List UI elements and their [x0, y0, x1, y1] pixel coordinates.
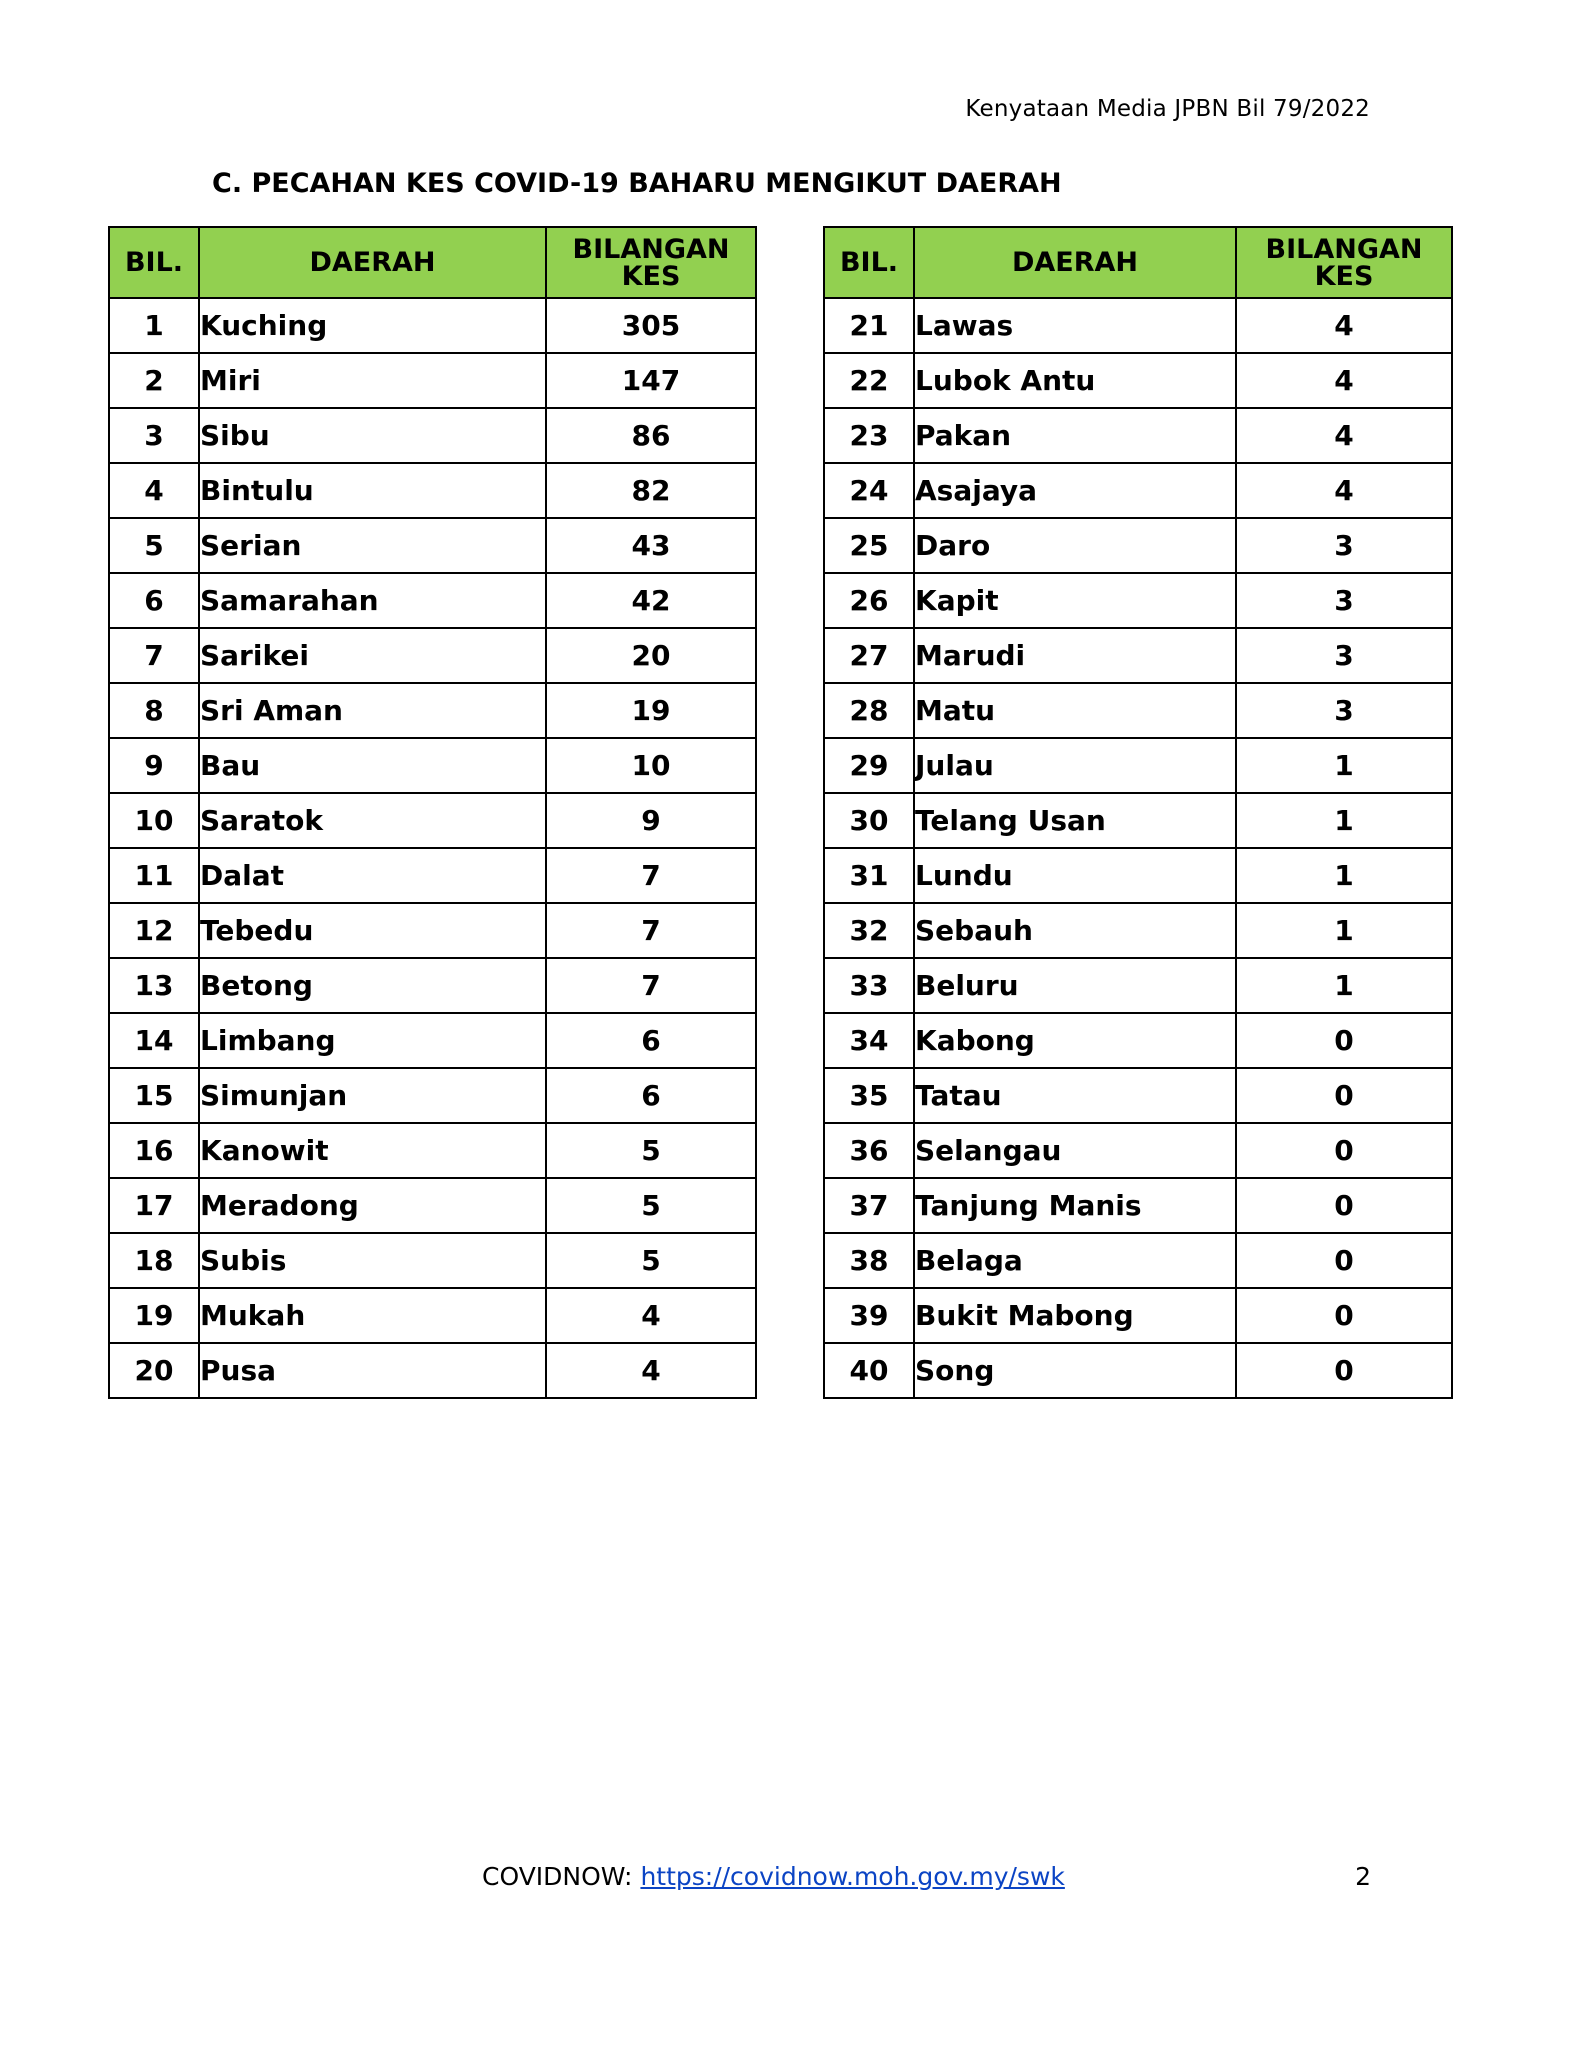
- kes-cell: 7: [546, 848, 756, 903]
- bil-cell: 6: [109, 573, 199, 628]
- daerah-cell: Mukah: [199, 1288, 546, 1343]
- bil-cell: 32: [824, 903, 914, 958]
- table-row: [109, 573, 756, 628]
- table-row: [109, 1123, 756, 1178]
- bil-cell: 33: [824, 958, 914, 1013]
- kes-cell: 4: [546, 1288, 756, 1343]
- daerah-cell: Asajaya: [914, 463, 1236, 518]
- bil-cell: 21: [824, 298, 914, 353]
- table-row: [109, 683, 756, 738]
- table-row: [824, 1068, 1452, 1123]
- kes-cell: 9: [546, 793, 756, 848]
- bil-cell: 7: [109, 628, 199, 683]
- table-row: [824, 408, 1452, 463]
- daerah-cell: Lubok Antu: [914, 353, 1236, 408]
- bil-cell: 2: [109, 353, 199, 408]
- bil-cell: 36: [824, 1123, 914, 1178]
- table-row: [109, 848, 756, 903]
- daerah-cell: Sarikei: [199, 628, 546, 683]
- kes-cell: 0: [1236, 1068, 1452, 1123]
- daerah-cell: Kapit: [914, 573, 1236, 628]
- daerah-cell: Belaga: [914, 1233, 1236, 1288]
- kes-cell: 7: [546, 958, 756, 1013]
- daerah-cell: Daro: [914, 518, 1236, 573]
- daerah-cell: Serian: [199, 518, 546, 573]
- kes-cell: 42: [546, 573, 756, 628]
- header-daerah: DAERAH: [199, 227, 546, 298]
- kes-cell: 0: [1236, 1343, 1452, 1398]
- table-row: [109, 1233, 756, 1288]
- daerah-cell: Limbang: [199, 1013, 546, 1068]
- daerah-cell: Selangau: [914, 1123, 1236, 1178]
- bil-cell: 16: [109, 1123, 199, 1178]
- kes-cell: 0: [1236, 1288, 1452, 1343]
- daerah-cell: Sibu: [199, 408, 546, 463]
- bil-cell: 35: [824, 1068, 914, 1123]
- table-row: [109, 1068, 756, 1123]
- bil-cell: 40: [824, 1343, 914, 1398]
- kes-cell: 6: [546, 1013, 756, 1068]
- kes-cell: 147: [546, 353, 756, 408]
- header-bilangan-kes: BILANGAN KES: [1236, 227, 1452, 298]
- table-row: [109, 408, 756, 463]
- daerah-cell: Song: [914, 1343, 1236, 1398]
- table-row: [109, 793, 756, 848]
- table-row: [824, 298, 1452, 353]
- bil-cell: 18: [109, 1233, 199, 1288]
- table-row: [824, 518, 1452, 573]
- bil-cell: 29: [824, 738, 914, 793]
- kes-cell: 7: [546, 903, 756, 958]
- daerah-cell: Sebauh: [914, 903, 1236, 958]
- table-row: [824, 958, 1452, 1013]
- bil-cell: 30: [824, 793, 914, 848]
- kes-cell: 10: [546, 738, 756, 793]
- bil-cell: 28: [824, 683, 914, 738]
- daerah-cell: Lawas: [914, 298, 1236, 353]
- table-row: [109, 1013, 756, 1068]
- kes-cell: 4: [1236, 298, 1452, 353]
- table-row: [109, 1343, 756, 1398]
- table-header-row: [109, 227, 756, 298]
- daerah-cell: Tebedu: [199, 903, 546, 958]
- table-row: [109, 518, 756, 573]
- daerah-cell: Telang Usan: [914, 793, 1236, 848]
- kes-cell: 0: [1236, 1233, 1452, 1288]
- table-row: [824, 1123, 1452, 1178]
- table-row: [824, 353, 1452, 408]
- table-row: [824, 683, 1452, 738]
- kes-cell: 305: [546, 298, 756, 353]
- kes-cell: 6: [546, 1068, 756, 1123]
- bil-cell: 26: [824, 573, 914, 628]
- daerah-cell: Kabong: [914, 1013, 1236, 1068]
- footer-label: COVIDNOW:: [482, 1862, 641, 1891]
- bil-cell: 27: [824, 628, 914, 683]
- daerah-cell: Betong: [199, 958, 546, 1013]
- kes-cell: 20: [546, 628, 756, 683]
- bil-cell: 1: [109, 298, 199, 353]
- table-row: [109, 628, 756, 683]
- kes-cell: 19: [546, 683, 756, 738]
- table-row: [109, 958, 756, 1013]
- table-row: [109, 738, 756, 793]
- kes-cell: 86: [546, 408, 756, 463]
- daerah-cell: Matu: [914, 683, 1236, 738]
- table-row: [824, 573, 1452, 628]
- kes-cell: 3: [1236, 573, 1452, 628]
- daerah-cell: Tatau: [914, 1068, 1236, 1123]
- table-row: [824, 628, 1452, 683]
- daerah-cell: Miri: [199, 353, 546, 408]
- daerah-cell: Kanowit: [199, 1123, 546, 1178]
- daerah-cell: Lundu: [914, 848, 1236, 903]
- bil-cell: 17: [109, 1178, 199, 1233]
- daerah-cell: Kuching: [199, 298, 546, 353]
- kes-cell: 5: [546, 1178, 756, 1233]
- kes-cell: 4: [546, 1343, 756, 1398]
- bil-cell: 3: [109, 408, 199, 463]
- daerah-cell: Bukit Mabong: [914, 1288, 1236, 1343]
- table-row: [109, 903, 756, 958]
- kes-cell: 0: [1236, 1123, 1452, 1178]
- bil-cell: 9: [109, 738, 199, 793]
- bil-cell: 37: [824, 1178, 914, 1233]
- kes-cell: 5: [546, 1123, 756, 1178]
- daerah-cell: Pakan: [914, 408, 1236, 463]
- kes-cell: 3: [1236, 518, 1452, 573]
- bil-cell: 13: [109, 958, 199, 1013]
- kes-cell: 0: [1236, 1013, 1452, 1068]
- bil-cell: 20: [109, 1343, 199, 1398]
- bil-cell: 14: [109, 1013, 199, 1068]
- bil-cell: 31: [824, 848, 914, 903]
- bil-cell: 11: [109, 848, 199, 903]
- page-number: 2: [1355, 1862, 1371, 1891]
- table-row: [824, 738, 1452, 793]
- document-reference: Kenyataan Media JPBN Bil 79/2022: [965, 96, 1370, 122]
- kes-cell: 4: [1236, 353, 1452, 408]
- daerah-cell: Pusa: [199, 1343, 546, 1398]
- table-row: [109, 1178, 756, 1233]
- bil-cell: 25: [824, 518, 914, 573]
- bil-cell: 34: [824, 1013, 914, 1068]
- daerah-cell: Meradong: [199, 1178, 546, 1233]
- bil-cell: 22: [824, 353, 914, 408]
- daerah-cell: Samarahan: [199, 573, 546, 628]
- header-bilangan-kes: BILANGAN KES: [546, 227, 756, 298]
- bil-cell: 10: [109, 793, 199, 848]
- kes-cell: 3: [1236, 683, 1452, 738]
- table-row: [824, 1178, 1452, 1233]
- kes-cell: 1: [1236, 793, 1452, 848]
- kes-cell: 5: [546, 1233, 756, 1288]
- daerah-cell: Dalat: [199, 848, 546, 903]
- bil-cell: 15: [109, 1068, 199, 1123]
- daerah-cell: Sri Aman: [199, 683, 546, 738]
- bil-cell: 38: [824, 1233, 914, 1288]
- cases-table-right: [823, 226, 1453, 1399]
- table-row: [824, 1343, 1452, 1398]
- bil-cell: 8: [109, 683, 199, 738]
- daerah-cell: Julau: [914, 738, 1236, 793]
- header-bil: BIL.: [109, 227, 199, 298]
- table-row: [824, 1013, 1452, 1068]
- section-title: C. PECAHAN KES COVID-19 BAHARU MENGIKUT DAERAH: [212, 168, 1062, 199]
- bil-cell: 19: [109, 1288, 199, 1343]
- covidnow-link[interactable]: https://covidnow.moh.gov.my/swk: [640, 1862, 1065, 1891]
- table-row: [824, 1288, 1452, 1343]
- daerah-cell: Saratok: [199, 793, 546, 848]
- daerah-cell: Tanjung Manis: [914, 1178, 1236, 1233]
- bil-cell: 39: [824, 1288, 914, 1343]
- header-bil: BIL.: [824, 227, 914, 298]
- kes-cell: 1: [1236, 903, 1452, 958]
- table-header-row: [824, 227, 1452, 298]
- kes-cell: 1: [1236, 738, 1452, 793]
- table-row: [824, 463, 1452, 518]
- daerah-cell: Marudi: [914, 628, 1236, 683]
- table-row: [109, 353, 756, 408]
- daerah-cell: Bintulu: [199, 463, 546, 518]
- kes-cell: 4: [1236, 463, 1452, 518]
- bil-cell: 5: [109, 518, 199, 573]
- bil-cell: 24: [824, 463, 914, 518]
- kes-cell: 0: [1236, 1178, 1452, 1233]
- daerah-cell: Bau: [199, 738, 546, 793]
- daerah-cell: Beluru: [914, 958, 1236, 1013]
- kes-cell: 82: [546, 463, 756, 518]
- kes-cell: 4: [1236, 408, 1452, 463]
- kes-cell: 3: [1236, 628, 1452, 683]
- table-row: [109, 463, 756, 518]
- table-row: [824, 1233, 1452, 1288]
- bil-cell: 4: [109, 463, 199, 518]
- table-row: [109, 298, 756, 353]
- kes-cell: 43: [546, 518, 756, 573]
- table-row: [824, 903, 1452, 958]
- table-body-right: [824, 298, 1452, 1398]
- daerah-cell: Simunjan: [199, 1068, 546, 1123]
- header-daerah: DAERAH: [914, 227, 1236, 298]
- cases-table-left: [108, 226, 757, 1399]
- footer: [482, 1862, 1065, 1891]
- kes-cell: 1: [1236, 848, 1452, 903]
- bil-cell: 23: [824, 408, 914, 463]
- table-body-left: [109, 298, 756, 1398]
- table-row: [824, 848, 1452, 903]
- bil-cell: 12: [109, 903, 199, 958]
- kes-cell: 1: [1236, 958, 1452, 1013]
- table-row: [109, 1288, 756, 1343]
- daerah-cell: Subis: [199, 1233, 546, 1288]
- table-row: [824, 793, 1452, 848]
